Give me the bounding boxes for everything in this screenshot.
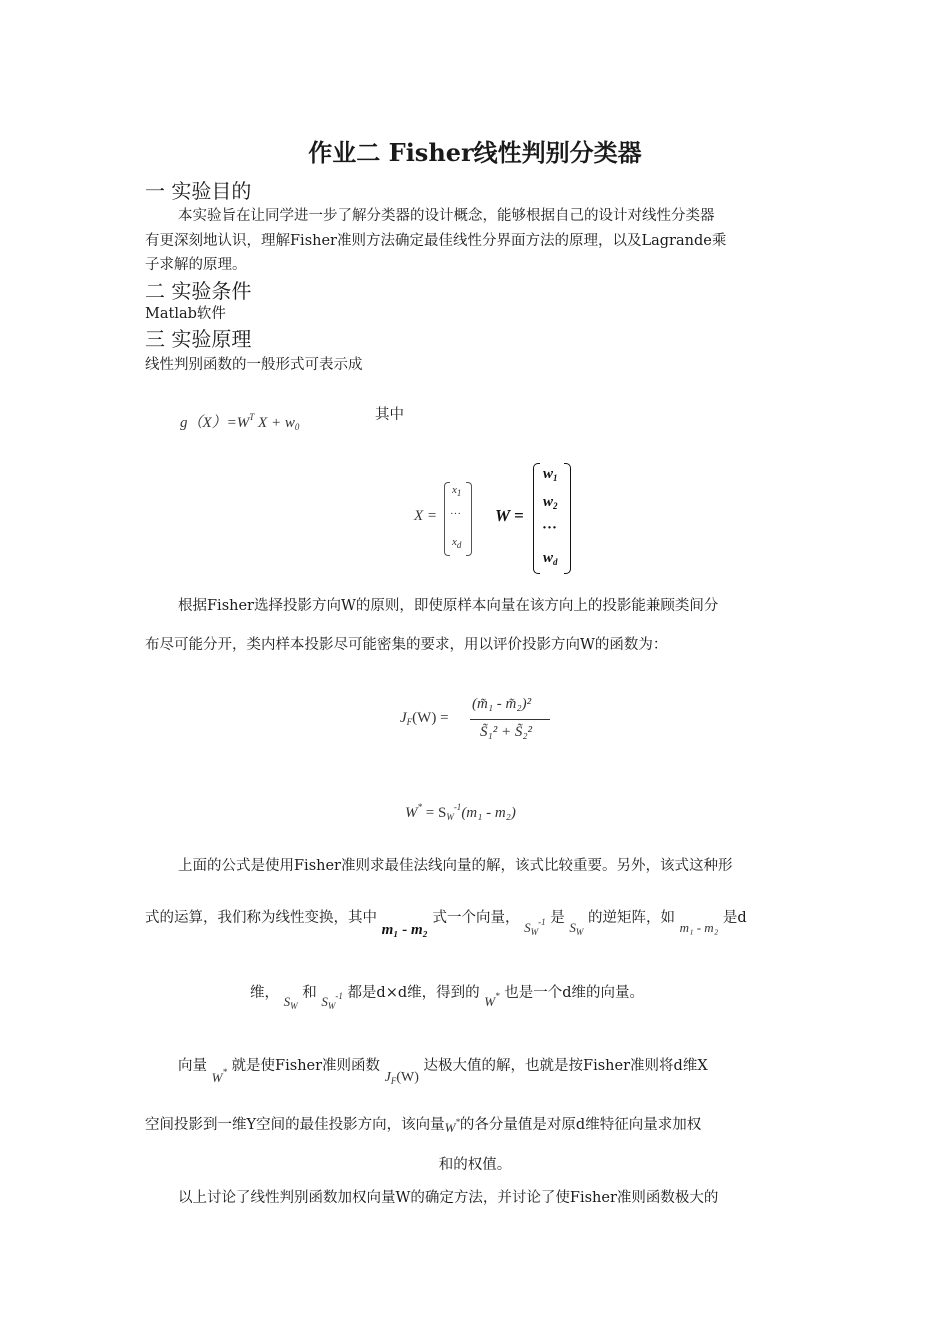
para3-line-2: 空间投影到一维Y空间的最佳投影方向，该向量W*的各分量值是对原d维特征向量求加权: [145, 1117, 702, 1135]
para1-line-1: 根据Fisher选择投影方向W的原则，即使原样本向量在该方向上的投影能兼顾类间分: [178, 598, 719, 614]
vector-x-item-3: $x_d$: [452, 536, 462, 550]
section-heading-2: 二 实验条件: [145, 279, 252, 303]
s2-body: Matlab软件: [145, 306, 226, 322]
vector-x-item-1: $x_1$: [452, 484, 462, 498]
s1-line-2: 有更深刻地认识，理解Fisher准则方法确定最佳线性分界面方法的原理，以及Lagrande乘: [145, 233, 727, 249]
para1-line-2: 布尽可能分开，类内样本投影尽可能密集的要求，用以评价投影方向W的函数为：: [145, 637, 668, 653]
vector-x-item-2: ···: [450, 508, 461, 520]
vector-x-label: X =: [414, 508, 438, 524]
para2-line-3: 维， $S_W$ 和 $S_W^{-1}$ 都是d×d维，得到的 W* 也是一个d维的向量。: [250, 985, 644, 1011]
fraction-bar: [470, 719, 550, 720]
para4-line-1: 以上讨论了线性判别函数加权向量W的确定方法，并讨论了使Fisher准则函数极大的: [178, 1190, 719, 1206]
s3-body: 线性判别函数的一般形式可表示成: [145, 357, 363, 373]
formula-j-numerator: (m̃₁ - m̃₂)²: [472, 696, 532, 712]
section-heading-3: 三 实验原理: [145, 327, 252, 351]
para2-line-1: 上面的公式是使用Fisher准则求最佳法线向量的解，该式比较重要。另外，该式这种形: [178, 858, 733, 874]
para3-line-3: 和的权值。: [438, 1157, 512, 1173]
formula-optimal-w: $W^* = S_W^{-1}(m_1 - m_2)$: [405, 802, 516, 822]
vector-w-label: W =: [495, 506, 524, 525]
page-title: 作业二 Fisher线性判别分类器: [308, 138, 642, 167]
vector-w-item-2: $w_2$: [543, 494, 558, 511]
para2-line-2: 式的运算，我们称为线性变换，其中 m₁ - m₂ 式一个向量， $S_W^{-1}$ 是 $S_W$ 的逆矩阵，如 m₁ - m₂ 是d: [145, 910, 747, 938]
formula-note: 其中: [375, 407, 404, 423]
formula-j-denominator: S̃₁² + S̃₂²: [480, 724, 533, 740]
s1-line-3: 子求解的原理。: [145, 257, 247, 273]
formula-j-lhs: $J_F(W)$ =: [400, 710, 449, 727]
s1-line-1: 本实验旨在让同学进一步了解分类器的设计概念，能够根据自己的设计对线性分类器: [178, 208, 715, 224]
para3-line-1: 向量 W* 就是使Fisher准则函数 $J_F(W)$ 达极大值的解，也就是按Fisher准则将d维X: [178, 1058, 708, 1086]
section-heading-1: 一 实验目的: [145, 179, 252, 203]
vector-w-item-4: $w_d$: [543, 550, 558, 567]
vector-w-item-3: ···: [542, 520, 558, 536]
vector-w-item-1: $w_1$: [543, 466, 558, 483]
formula-linear-discriminant: $g(X)=W^T$ $X + w_0$: [180, 412, 300, 432]
